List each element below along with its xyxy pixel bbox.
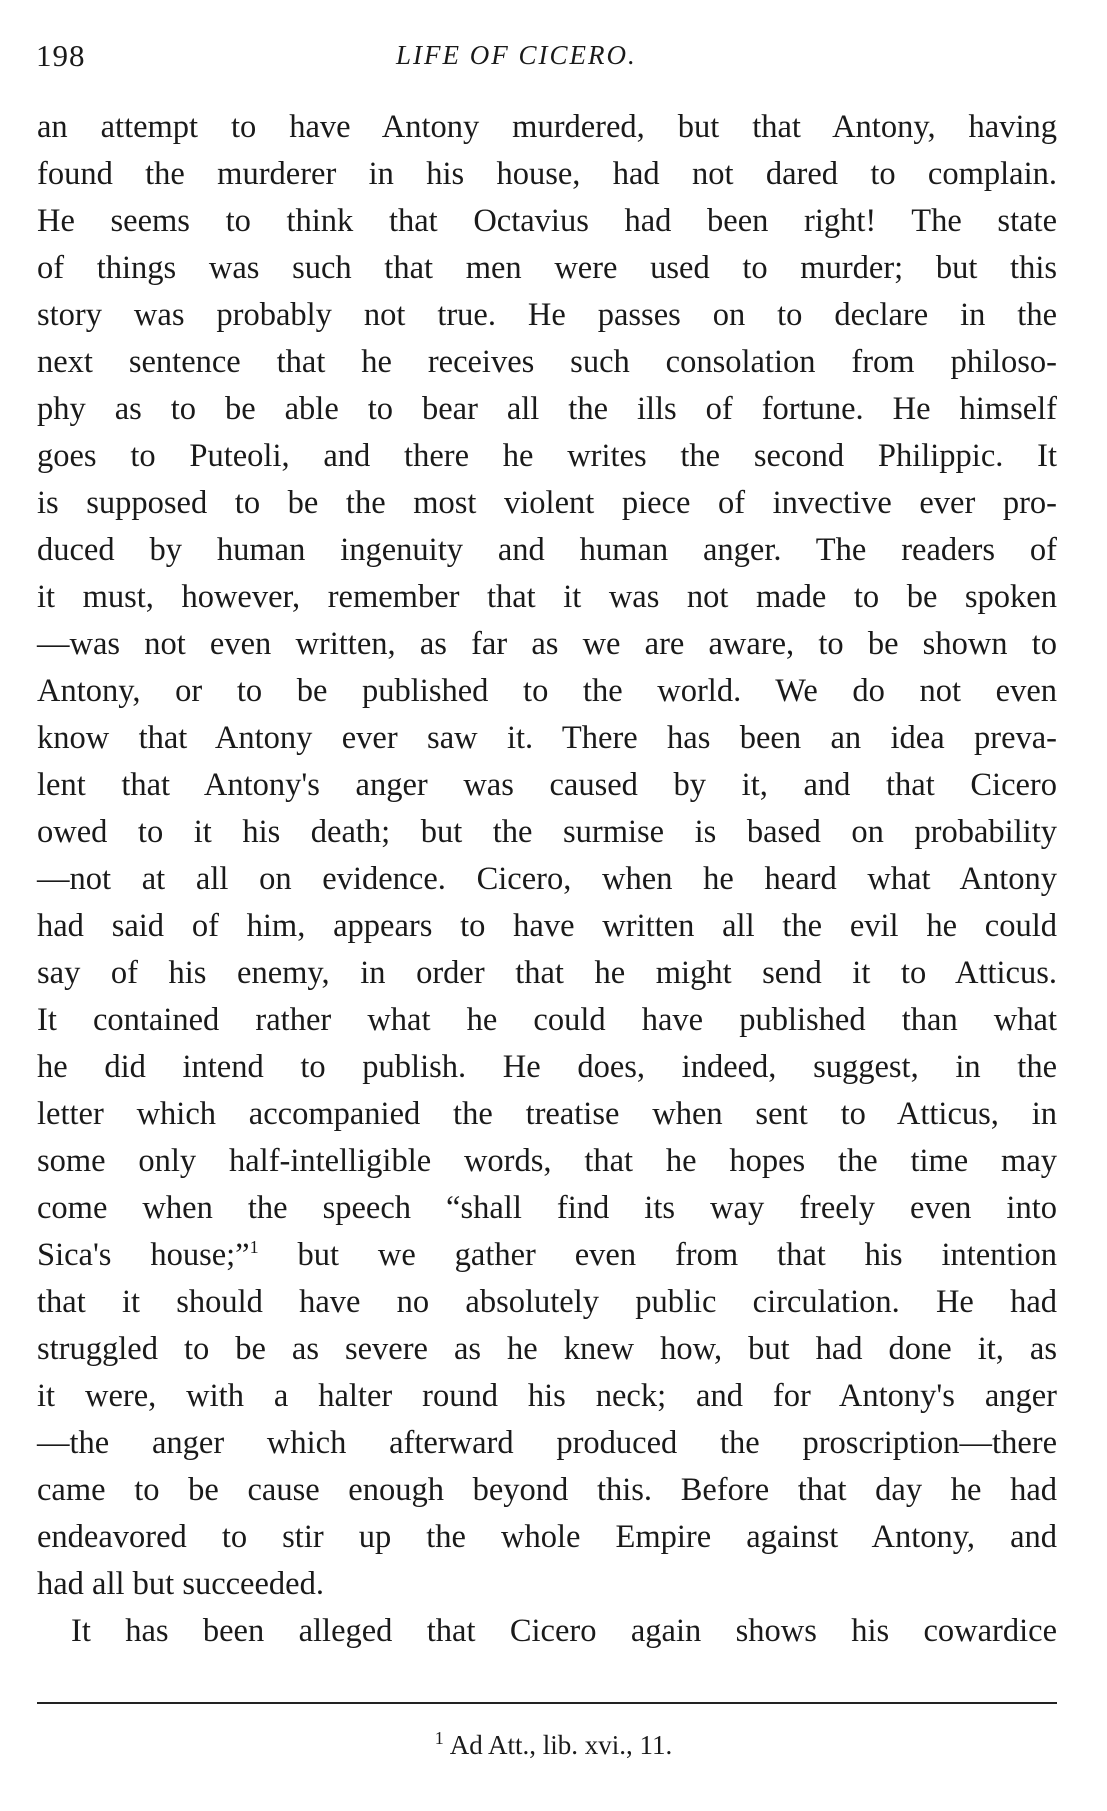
text-line: that it should have no absolutely public circulation. He had bbox=[37, 1284, 1057, 1320]
text-line: —not at all on evidence. Cicero, when he heard what Antony bbox=[37, 861, 1057, 897]
footnote-mark: 1 bbox=[434, 1728, 444, 1748]
text-line: is supposed to be the most violent piece of invective ever pro- bbox=[37, 485, 1057, 521]
text-line: It contained rather what he could have published than what bbox=[37, 1002, 1057, 1038]
text-line: story was probably not true. He passes on to declare in the bbox=[37, 297, 1057, 333]
footnote-rule bbox=[37, 1702, 1057, 1704]
text-line: Antony, or to be published to the world. We do not even bbox=[37, 673, 1057, 709]
footnote bbox=[0, 1730, 1107, 1761]
text-line: letter which accompanied the treatise when sent to Atticus, in bbox=[37, 1096, 1057, 1132]
body-text bbox=[37, 104, 1057, 1655]
footnote-ref: 1 bbox=[249, 1237, 259, 1258]
text-line: he did intend to publish. He does, indeed, suggest, in the bbox=[37, 1049, 1057, 1085]
text-line: He seems to think that Octavius had been right! The state bbox=[37, 203, 1057, 239]
text-line: owed to it his death; but the surmise is based on probability bbox=[37, 814, 1057, 850]
running-head bbox=[36, 38, 1056, 78]
text-line: some only half-intelligible words, that he hopes the time may bbox=[37, 1143, 1057, 1179]
running-title: LIFE OF CICERO. bbox=[396, 40, 637, 70]
text-line: know that Antony ever saw it. There has been an idea preva- bbox=[37, 720, 1057, 756]
text-line: —was not even written, as far as we are aware, to be shown to bbox=[37, 626, 1057, 662]
line-head: Sica's house;” bbox=[37, 1237, 250, 1273]
text-line: found the murderer in his house, had not dared to complain. bbox=[37, 156, 1057, 192]
text-line: an attempt to have Antony murdered, but that Antony, having bbox=[37, 109, 1057, 145]
text-line: say of his enemy, in order that he might send it to Atticus. bbox=[37, 955, 1057, 991]
text-line: it must, however, remember that it was not made to be spoken bbox=[37, 579, 1057, 615]
text-line: of things was such that men were used to murder; but this bbox=[37, 250, 1057, 286]
text-line: came to be cause enough beyond this. Before that day he had bbox=[37, 1472, 1057, 1508]
text-line: had said of him, appears to have written all the evil he could bbox=[37, 908, 1057, 944]
text-line: next sentence that he receives such consolation from philoso- bbox=[37, 344, 1057, 380]
text-line-with-footnote-ref bbox=[37, 1232, 1057, 1279]
line-tail: but we gather even from that his intention bbox=[258, 1237, 1057, 1273]
text-line: lent that Antony's anger was caused by it, and that Cicero bbox=[37, 767, 1057, 803]
text-line: —the anger which afterward produced the proscription—there bbox=[37, 1425, 1057, 1461]
text-line: come when the speech “shall find its way freely even into bbox=[37, 1190, 1057, 1226]
paragraph-first-line: It has been alleged that Cicero again shows his cowardice bbox=[71, 1613, 1057, 1649]
text-line: duced by human ingenuity and human anger. The readers of bbox=[37, 532, 1057, 568]
text-line: endeavored to stir up the whole Empire against Antony, and bbox=[37, 1519, 1057, 1555]
text-line: goes to Puteoli, and there he writes the second Philippic. It bbox=[37, 438, 1057, 474]
text-line: it were, with a halter round his neck; and for Antony's anger bbox=[37, 1378, 1057, 1414]
page-number: 198 bbox=[36, 38, 86, 73]
paragraph-last-line: had all but succeeded. bbox=[37, 1566, 324, 1602]
text-line: struggled to be as severe as he knew how, but had done it, as bbox=[37, 1331, 1057, 1367]
footnote-text: Ad Att., lib. xvi., 11. bbox=[449, 1730, 673, 1760]
text-line: phy as to be able to bear all the ills of fortune. He himself bbox=[37, 391, 1057, 427]
